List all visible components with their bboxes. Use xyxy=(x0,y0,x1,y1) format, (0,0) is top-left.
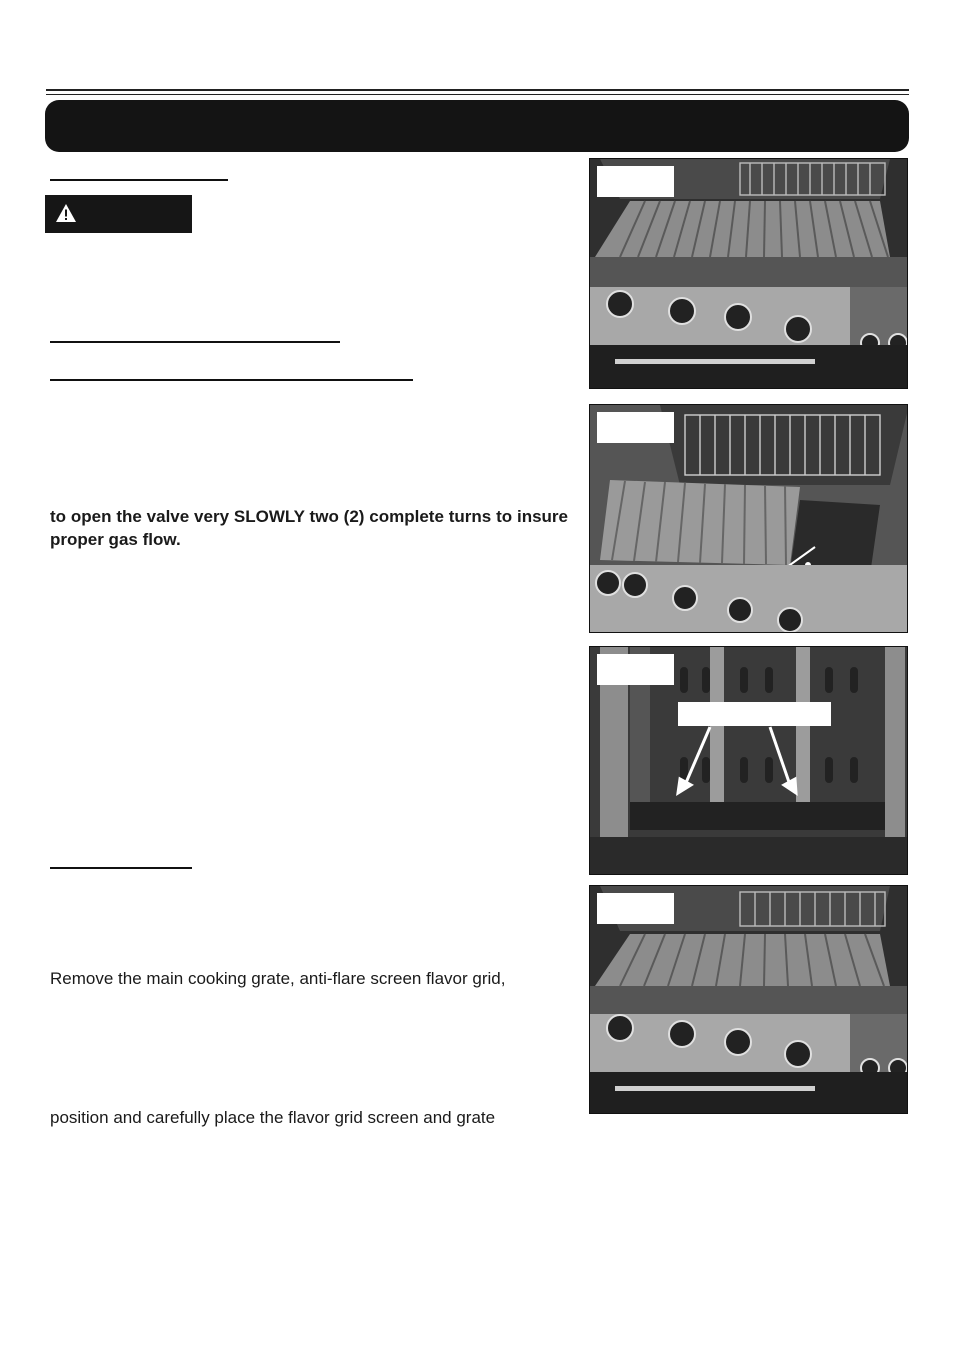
top-rule-thin xyxy=(46,94,909,95)
figure-4-photo xyxy=(589,885,908,1114)
heading-underline-4 xyxy=(50,867,192,869)
section-header-bar xyxy=(45,100,909,152)
top-rule xyxy=(46,89,909,91)
figure-2-label xyxy=(597,412,674,443)
heading-underline-2 xyxy=(50,341,340,343)
figure-3-label xyxy=(597,654,674,685)
warning-badge xyxy=(45,195,192,233)
figure-2-photo xyxy=(589,404,908,633)
warning-triangle-icon xyxy=(55,203,77,223)
remove-grate-text: Remove the main cooking grate, anti-flare screen flavor grid, xyxy=(50,969,506,988)
figure-1-label xyxy=(597,166,674,197)
figure-3-photo xyxy=(589,646,908,875)
heading-underline-1 xyxy=(50,179,228,181)
figure-1-photo xyxy=(589,158,908,389)
heading-underline-3 xyxy=(50,379,413,381)
valve-instruction-text: to open the valve very SLOWLY two (2) complete turns to insure proper gas flow. xyxy=(50,507,568,549)
figure-3-callout xyxy=(678,702,831,726)
place-grid-text: position and carefully place the flavor grid screen and grate xyxy=(50,1108,496,1127)
figure-4-label xyxy=(597,893,674,924)
